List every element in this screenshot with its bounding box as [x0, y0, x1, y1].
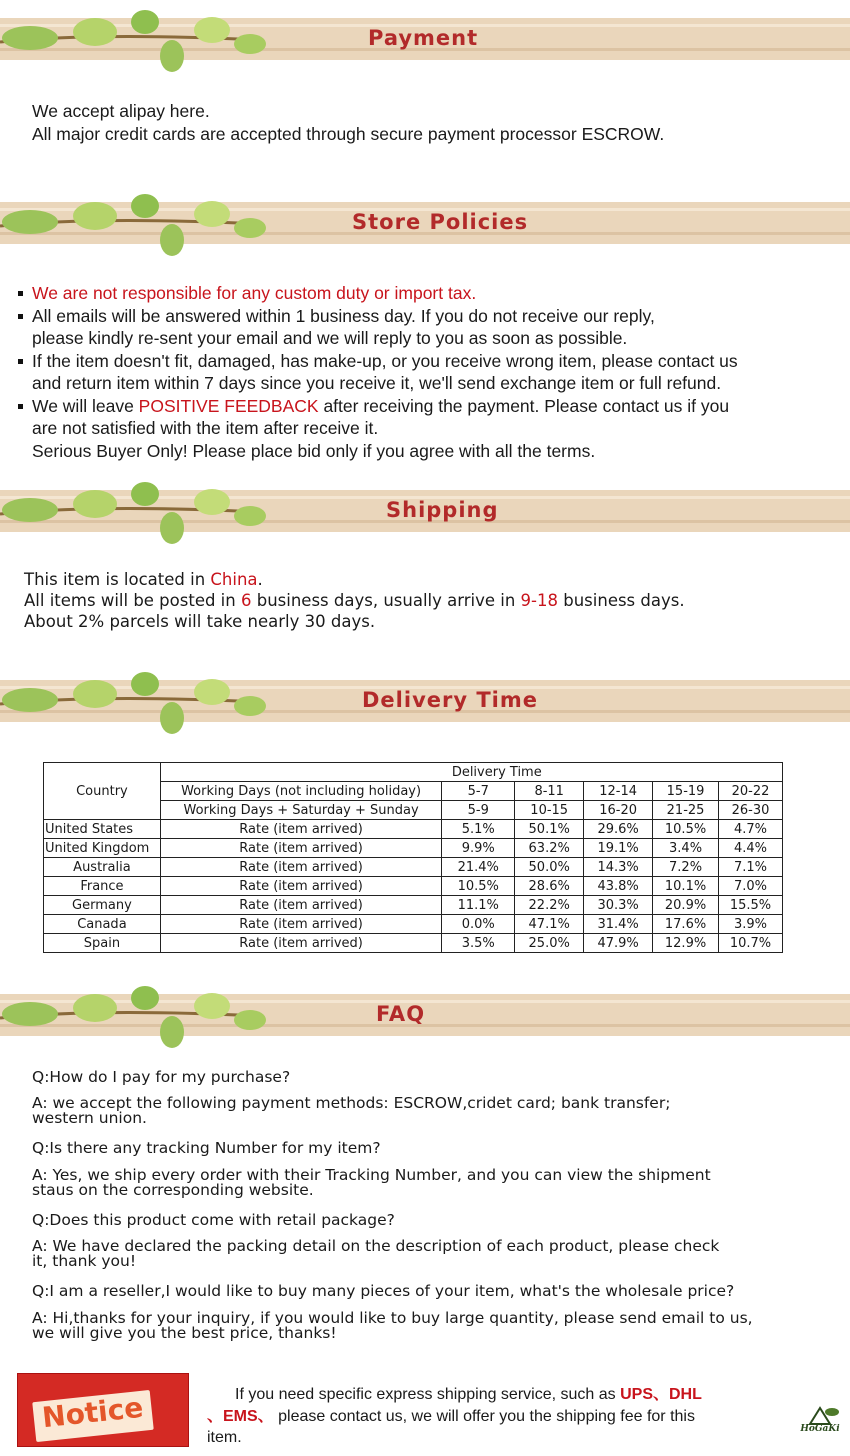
table-cell: 3.9% — [719, 915, 783, 934]
table-cell — [160, 763, 441, 782]
faq-answer-line: staus on the corresponding website. — [32, 1181, 314, 1199]
row-label: Rate (item arrived) — [160, 839, 441, 858]
country-cell: Australia — [44, 858, 161, 877]
row-label: Working Days (not including holiday) — [160, 782, 441, 801]
faq-answer — [32, 1239, 719, 1269]
bullet-icon — [18, 404, 23, 409]
policy-bullet — [32, 305, 842, 328]
faq-answer-line: A: Yes, we ship every order with their Tracking Number, and you can view the shipment — [32, 1166, 711, 1184]
row-label: Rate (item arrived) — [160, 896, 441, 915]
table-cell: 17.6% — [653, 915, 719, 934]
table-cell: 8-11 — [515, 782, 584, 801]
notice-text — [207, 1384, 807, 1449]
table-cell: 20-22 — [719, 782, 783, 801]
faq-answer-line: A: Hi,thanks for your inquiry, if you would like to buy large quantity, please send email to us, — [32, 1309, 753, 1327]
table-cell: 3.5% — [442, 934, 515, 953]
table-cell: 21-25 — [653, 801, 719, 820]
faq-title: FAQ — [376, 1002, 426, 1026]
table-cell: 21.4% — [442, 858, 515, 877]
country-cell: United Kingdom — [44, 839, 161, 858]
bullet-icon — [18, 359, 23, 364]
policy-closing: Serious Buyer Only! Please place bid only if you agree with all the terms. — [32, 440, 596, 461]
country-header: Country — [44, 763, 161, 820]
table-row — [44, 934, 783, 953]
policy-text: after receiving the payment. Please contact us if you — [318, 395, 730, 416]
shipping-text-part: This item is located in — [24, 570, 211, 589]
policy-text: are not satisfied with the item after receive it. — [32, 418, 379, 438]
leaf-house-icon — [792, 1402, 848, 1426]
faq-banner — [0, 980, 850, 1050]
table-cell: 47.9% — [584, 934, 653, 953]
row-label: Working Days + Saturday + Sunday — [160, 801, 441, 820]
table-cell: 7.0% — [719, 877, 783, 896]
policies-banner — [0, 188, 850, 258]
payment-title: Payment — [368, 26, 479, 50]
shipping-text-part: All items will be posted in — [24, 591, 241, 610]
faq-answer-line: western union. — [32, 1109, 147, 1127]
table-row — [44, 858, 783, 877]
policies-text — [32, 282, 842, 462]
faq-answer — [32, 1096, 670, 1126]
post-days-highlight: 6 — [240, 591, 252, 610]
table-cell: 20.9% — [653, 896, 719, 915]
table-cell: 11.1% — [442, 896, 515, 915]
arrive-days-highlight: 9-18 — [520, 591, 558, 610]
table-cell: 5-9 — [442, 801, 515, 820]
bullet-icon — [18, 314, 23, 319]
delivery-title: Delivery Time — [362, 688, 539, 712]
policy-text: and return item within 7 days since you receive it, we'll send exchange item or full refund. — [32, 373, 722, 393]
payment-line: All major credit cards are accepted through secure payment processor ESCROW. — [32, 123, 665, 144]
row-label: Rate (item arrived) — [160, 934, 441, 953]
faq-answer-line: it, thank you! — [32, 1252, 137, 1270]
faq-question: Q:I am a reseller,I would like to buy many pieces of your item, what's the wholesale price? — [32, 1282, 735, 1300]
policy-text: please kindly re-sent your email and we will reply to you as soon as possible. — [32, 328, 628, 348]
country-cell: United States — [44, 820, 161, 839]
table-cell: 15-19 — [653, 782, 719, 801]
payment-text — [32, 100, 664, 145]
policy-text: All emails will be answered within 1 business day. If you do not receive our reply, — [32, 305, 655, 326]
notice-label: Notice — [40, 1390, 145, 1435]
table-cell: 63.2% — [515, 839, 584, 858]
policy-text: We will leave — [32, 395, 139, 416]
shipping-text-part: business days. — [558, 591, 685, 610]
table-cell: 10.5% — [442, 877, 515, 896]
shipping-banner — [0, 476, 850, 546]
logo-text: HoGaKi — [800, 1424, 840, 1434]
table-row — [44, 839, 783, 858]
row-label: Rate (item arrived) — [160, 820, 441, 839]
faq-question: Q:Is there any tracking Number for my item? — [32, 1139, 381, 1157]
table-title: Delivery Time — [442, 763, 783, 782]
country-cell: Germany — [44, 896, 161, 915]
faq-answer-line: A: we accept the following payment methods: ESCROW,cridet card; bank transfer; — [32, 1094, 671, 1112]
table-cell: 14.3% — [584, 858, 653, 877]
notice-text-part: please contact us, we will offer you the shipping fee for this — [273, 1407, 695, 1425]
policy-bullet — [32, 395, 842, 418]
positive-feedback-highlight: POSITIVE FEEDBACK — [138, 395, 319, 416]
payment-line: We accept alipay here. — [32, 101, 210, 121]
table-cell: 10.1% — [653, 877, 719, 896]
delivery-time-table — [43, 762, 783, 953]
policies-title: Store Policies — [352, 210, 529, 234]
table-row — [44, 915, 783, 934]
table-cell: 31.4% — [584, 915, 653, 934]
row-label: Rate (item arrived) — [160, 915, 441, 934]
delivery-banner — [0, 666, 850, 736]
notice-badge — [17, 1373, 189, 1447]
shipping-line — [24, 590, 685, 611]
country-cell: France — [44, 877, 161, 896]
shipping-line — [24, 569, 685, 590]
faq-answer-line: A: We have declared the packing detail on the description of each product, please check — [32, 1237, 720, 1255]
table-cell: 7.1% — [719, 858, 783, 877]
location-highlight: China — [210, 570, 258, 589]
row-label: Rate (item arrived) — [160, 877, 441, 896]
policy-bullet — [32, 282, 842, 305]
country-cell: Spain — [44, 934, 161, 953]
table-cell: 10.7% — [719, 934, 783, 953]
faq-question: Q:How do I pay for my purchase? — [32, 1068, 291, 1086]
country-cell: Canada — [44, 915, 161, 934]
notice-line: item. — [207, 1429, 242, 1446]
faq-question: Q:Does this product come with retail package? — [32, 1211, 395, 1229]
table-cell: 50.1% — [515, 820, 584, 839]
table-cell: 19.1% — [584, 839, 653, 858]
table-cell: 25.0% — [515, 934, 584, 953]
table-row — [44, 896, 783, 915]
hogaki-logo — [792, 1402, 848, 1446]
table-row — [44, 763, 783, 782]
table-cell: 50.0% — [515, 858, 584, 877]
table-cell: 30.3% — [584, 896, 653, 915]
notice-line — [207, 1384, 807, 1406]
table-cell: 15.5% — [719, 896, 783, 915]
table-cell: 22.2% — [515, 896, 584, 915]
shipping-line: About 2% parcels will take nearly 30 days. — [24, 612, 376, 631]
table-cell: 29.6% — [584, 820, 653, 839]
shipping-text — [24, 569, 685, 632]
table-cell: 26-30 — [719, 801, 783, 820]
faq-answer-line: we will give you the best price, thanks! — [32, 1324, 337, 1342]
table-cell: 4.7% — [719, 820, 783, 839]
table-cell: 4.4% — [719, 839, 783, 858]
payment-banner — [0, 4, 850, 74]
table-row — [44, 877, 783, 896]
shipping-text-part: business days, usually arrive in — [251, 591, 521, 610]
table-cell: 47.1% — [515, 915, 584, 934]
table-cell: 10.5% — [653, 820, 719, 839]
policy-text: If the item doesn't fit, damaged, has make-up, or you receive wrong item, please contact us — [32, 350, 738, 371]
table-row — [44, 820, 783, 839]
table-cell: 7.2% — [653, 858, 719, 877]
bullet-icon — [18, 291, 23, 296]
notice-line — [207, 1406, 807, 1428]
table-cell: 5-7 — [442, 782, 515, 801]
policy-bullet — [32, 350, 842, 373]
table-cell: 28.6% — [515, 877, 584, 896]
shipping-title: Shipping — [386, 498, 499, 522]
table-cell: 43.8% — [584, 877, 653, 896]
table-cell: 0.0% — [442, 915, 515, 934]
notice-text-part: If you need specific express shipping service, such as — [235, 1386, 621, 1403]
table-cell: 10-15 — [515, 801, 584, 820]
carrier-highlight: UPS、DHL — [620, 1386, 702, 1403]
row-label: Rate (item arrived) — [160, 858, 441, 877]
table-cell: 12-14 — [584, 782, 653, 801]
carrier-highlight: 、EMS、 — [207, 1407, 274, 1425]
policy-text: We are not responsible for any custom duty or import tax. — [32, 283, 477, 303]
faq-answer — [32, 1311, 753, 1341]
table-cell: 12.9% — [653, 934, 719, 953]
faq-answer — [32, 1168, 711, 1198]
table-cell: 3.4% — [653, 839, 719, 858]
table-cell: 9.9% — [442, 839, 515, 858]
table-cell: 5.1% — [442, 820, 515, 839]
table-cell: 16-20 — [584, 801, 653, 820]
shipping-text-part: . — [257, 570, 263, 589]
